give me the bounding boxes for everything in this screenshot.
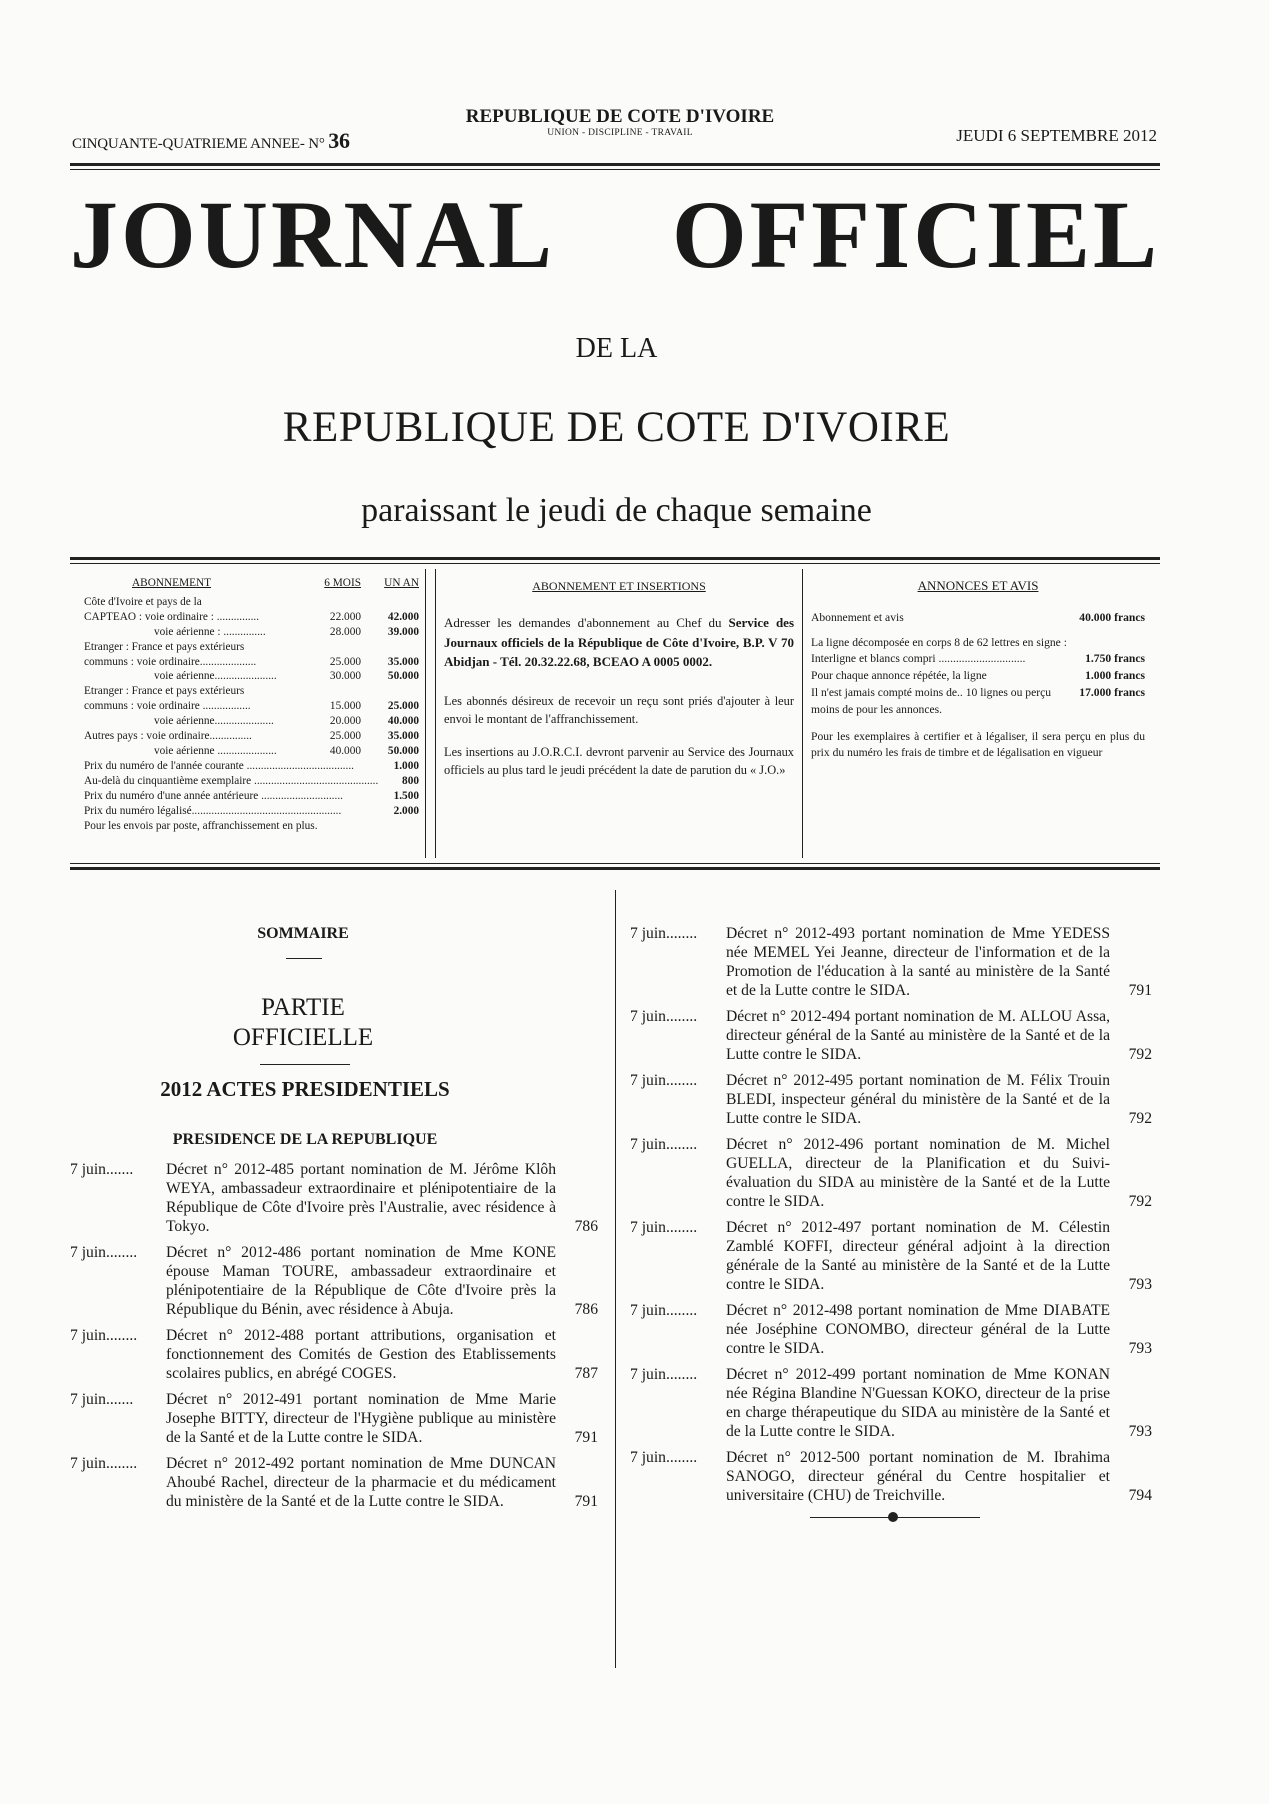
toc-entry-text: Décret n° 2012-492 portant nomination de Mme DUNCAN Ahoubé Rachel, directeur de la pharmacie et du médicament du ministère de la Santé et de la Lutte contre le SIDA. bbox=[166, 1454, 556, 1510]
toc-entry bbox=[630, 1301, 1152, 1358]
annonces-l3-label: Pour chaque annonce répétée, la ligne bbox=[811, 669, 987, 683]
sommaire-heading: SOMMAIRE bbox=[257, 925, 349, 942]
toc-entry bbox=[630, 924, 1152, 1000]
subscription-row-6mois: 30.000 bbox=[329, 670, 361, 683]
subscription-row bbox=[84, 640, 419, 655]
column-divider bbox=[615, 890, 616, 1668]
subscription-box bbox=[76, 569, 426, 858]
toc-entry-text: Décret n° 2012-493 portant nomination de Mme YEDESS née MEMEL Yei Jeanne, directeur de l'information et de la Promotion de l'éducation à la santé au ministère de la Santé et de la Lutte contre le SIDA. bbox=[726, 925, 1110, 1000]
partie-officielle-heading: PARTIE OFFICIELLE bbox=[232, 993, 374, 1052]
subtitle-de-la: DE LA bbox=[575, 333, 658, 364]
annonces-l3-value: 1.000 francs bbox=[1085, 669, 1145, 683]
toc-entry-date: 7 juin........ bbox=[630, 1449, 698, 1467]
subtitle-republique: REPUBLIQUE DE COTE D'IVOIRE bbox=[282, 404, 951, 451]
subscription-row-label: Au-delà du cinquantième exemplaire ............................................ bbox=[84, 774, 379, 787]
annonces-box bbox=[805, 569, 1151, 858]
subscription-row bbox=[84, 774, 419, 789]
toc-entry-page: 792 bbox=[1128, 1046, 1152, 1064]
subscription-row-unan: 800 bbox=[402, 774, 419, 787]
subscription-row bbox=[84, 819, 419, 834]
inserts-p1 bbox=[444, 613, 794, 672]
annonces-l4-text: Il n'est jamais compté moins de.. 10 lignes ou perçu moins de pour les annonces. bbox=[811, 686, 1052, 716]
toc-left-column bbox=[70, 924, 598, 1518]
subscription-row-unan: 50.000 bbox=[387, 744, 419, 757]
subscription-row-6mois bbox=[354, 759, 389, 774]
toc-entry-page: 794 bbox=[1128, 1487, 1152, 1505]
subscription-row bbox=[84, 669, 419, 684]
subscription-row-6mois bbox=[295, 640, 361, 655]
subscription-row-6mois: 20.000 bbox=[329, 715, 361, 728]
toc-entry-text: Décret n° 2012-494 portant nomination de M. ALLOU Assa, directeur général de la Santé au ministère de la Santé et de la Lutte contre le SIDA. bbox=[726, 1008, 1110, 1064]
subscription-row-6mois: 25.000 bbox=[329, 730, 361, 743]
toc-entry-date: 7 juin....... bbox=[70, 1390, 134, 1408]
subscription-row-unan: 50.000 bbox=[387, 670, 419, 683]
issue-number: 36 bbox=[328, 128, 350, 153]
subscription-row-label: communs : voie ordinaire ................. bbox=[84, 700, 251, 713]
subscription-row-label: voie aérienne : ............... bbox=[154, 625, 266, 638]
toc-entry-text: Décret n° 2012-499 portant nomination de Mme KONAN née Régina Blandine N'Guessan KOKO, directeur de la prise en charge thérapeutique du SIDA au ministère de la Santé et de la Lutte contre le SIDA. bbox=[726, 1366, 1110, 1441]
subscription-row-unan: 42.000 bbox=[387, 610, 419, 623]
toc-entry bbox=[630, 1071, 1152, 1128]
subscription-row-6mois bbox=[343, 789, 383, 804]
issue-info bbox=[72, 128, 350, 154]
subscription-row-unan bbox=[361, 595, 419, 610]
inserts-p3: Les insertions au J.O.R.C.I. devront parvenir au Service des Journaux officiels au plus tard le jeudi précédent la date de parution du « J.O.» bbox=[444, 744, 794, 778]
subscription-row-label: Prix du numéro légalisé..................................................... bbox=[84, 804, 342, 817]
inserts-p1-bold: Service des Journaux officiels de la République de Côte d'Ivoire, B.P. V 70 Abidjan - Tél. 20.32.22.68, BCEAO A 0005 0002. bbox=[444, 615, 795, 669]
toc-entry-page: 793 bbox=[1128, 1340, 1152, 1358]
subscription-row-6mois: 28.000 bbox=[329, 625, 361, 638]
toc-entry bbox=[630, 1007, 1152, 1064]
info-top-rule-thick bbox=[70, 557, 1160, 560]
toc-entry-page: 791 bbox=[1128, 982, 1152, 1000]
subscription-row bbox=[84, 595, 419, 610]
partie-rule bbox=[260, 1064, 350, 1065]
toc-entry-page: 792 bbox=[1128, 1193, 1152, 1211]
subscription-row-unan: 1.000 bbox=[393, 759, 419, 772]
annonces-head: ANNONCES ET AVIS bbox=[917, 578, 1039, 593]
header-motto: UNION - DISCIPLINE - TRAVAIL bbox=[547, 128, 693, 138]
title-word-officiel: OFFICIEL bbox=[671, 181, 1160, 288]
subscription-row-6mois: 22.000 bbox=[329, 610, 361, 623]
subscription-row-unan bbox=[372, 819, 419, 834]
toc-entry-text: Décret n° 2012-497 portant nomination de M. Célestin Zamblé KOFFI, directeur général adjoint à la direction générale de la Santé au ministère de la Santé et de la Lutte contre le SIDA. bbox=[726, 1219, 1110, 1294]
subscription-row-6mois: 15.000 bbox=[329, 700, 361, 713]
subscription-col-6mois: 6 MOIS bbox=[324, 577, 361, 589]
subscription-row bbox=[84, 759, 419, 774]
toc-entry bbox=[70, 1243, 598, 1319]
toc-entry-page: 793 bbox=[1128, 1276, 1152, 1294]
subscription-rows bbox=[84, 595, 419, 834]
subscription-row-unan: 2.000 bbox=[393, 804, 419, 817]
toc-entry bbox=[70, 1160, 598, 1236]
subscription-row bbox=[84, 744, 419, 759]
toc-entry-date: 7 juin........ bbox=[630, 1366, 698, 1384]
toc-entry-text: Décret n° 2012-485 portant nomination de M. Jérôme Klôh WEYA, ambassadeur extraordinaire et plénipotentiaire de la République de Côte d'Ivoire près l'Australie, avec résidence à Tokyo. bbox=[166, 1160, 556, 1235]
subscription-row-label: Prix du numéro de l'année courante ...................................... bbox=[84, 759, 354, 772]
annonces-l4-value: 17.000 francs bbox=[1079, 686, 1145, 700]
toc-entry-date: 7 juin........ bbox=[70, 1243, 138, 1261]
toc-entry bbox=[630, 1218, 1152, 1294]
subscription-row bbox=[84, 684, 419, 699]
info-bottom-rule-thick bbox=[70, 867, 1160, 870]
toc-entry-text: Décret n° 2012-491 portant nomination de Mme Marie Josephe BITTY, directeur de l'Hygiène publique au ministère de la Santé et de la Lutte contre le SIDA. bbox=[166, 1390, 556, 1446]
toc-left-entries bbox=[70, 1160, 598, 1511]
subscription-head: ABONNEMENT bbox=[132, 577, 212, 589]
toc-entry bbox=[70, 1326, 598, 1383]
header-rule-thick bbox=[70, 163, 1160, 166]
title-word-journal: JOURNAL bbox=[70, 181, 556, 288]
subscription-row-label: Pour les envois par poste, affranchissement en plus. bbox=[84, 819, 318, 832]
journal-title bbox=[70, 181, 1160, 288]
subscription-row-6mois bbox=[318, 819, 372, 834]
subscription-row-unan: 1.500 bbox=[393, 789, 419, 802]
toc-entry-text: Décret n° 2012-495 portant nomination de M. Félix Trouin BLEDI, inspecteur général du ministère de la Santé et de la Lutte contre le SIDA. bbox=[726, 1072, 1110, 1128]
header-rule-thin bbox=[70, 169, 1160, 170]
subscription-row bbox=[84, 625, 419, 640]
end-ornament-dot bbox=[888, 1512, 898, 1522]
subscription-row-label: CAPTEAO : voie ordinaire : ............... bbox=[84, 610, 260, 623]
annonces-note: Pour les exemplaires à certifier et à légaliser, il sera perçu en plus du prix du numéro les frais de timbre et de légalisation en vigueur bbox=[811, 729, 1145, 760]
issue-date: JEUDI 6 SEPTEMBRE 2012 bbox=[956, 126, 1157, 145]
toc-entry-text: Décret n° 2012-486 portant nomination de Mme KONE épouse Maman TOURE, ambassadeur extraordinaire et plénipotentiaire de la République de Côte d'Ivoire près la République du Bénin, avec résidence à Abuja. bbox=[166, 1243, 556, 1318]
subscription-row-6mois bbox=[295, 684, 361, 699]
toc-entry-text: Décret n° 2012-498 portant nomination de Mme DIABATE née Joséphine CONOMBO, directeur général de la Lutte contre le SIDA. bbox=[726, 1302, 1110, 1358]
toc-entry-date: 7 juin........ bbox=[70, 1454, 138, 1472]
toc-entry-date: 7 juin........ bbox=[630, 1008, 698, 1026]
toc-entry-date: 7 juin........ bbox=[630, 1072, 698, 1090]
sommaire-dash bbox=[286, 958, 322, 959]
subscription-row-6mois bbox=[295, 595, 361, 610]
subscription-row-unan: 35.000 bbox=[387, 730, 419, 743]
inserts-head: ABONNEMENT ET INSERTIONS bbox=[532, 579, 706, 593]
subscription-row-6mois bbox=[341, 804, 382, 819]
toc-entry bbox=[630, 1448, 1152, 1505]
annonces-l2-text: La ligne décomposée en corps 8 de 62 lettres en signe : Interligne et blancs compri .............................. bbox=[811, 635, 1067, 666]
header-republic-block bbox=[420, 106, 820, 138]
subscription-row bbox=[84, 729, 419, 744]
actes-heading: 2012 ACTES PRESIDENTIELS bbox=[160, 1076, 450, 1101]
toc-entry-page: 792 bbox=[1128, 1110, 1152, 1128]
toc-entry bbox=[70, 1454, 598, 1511]
toc-entry-text: Décret n° 2012-500 portant nomination de M. Ibrahima SANOGO, directeur général du Centre hospitalier et universitaire (CHU) de Treichville. bbox=[726, 1449, 1110, 1505]
toc-entry-text: Décret n° 2012-496 portant nomination de M. Michel GUELLA, directeur de la Planification et du Suivi-évaluation du SIDA au ministère de la Santé et de la Lutte contre le SIDA. bbox=[726, 1136, 1110, 1211]
subscription-row-label: Prix du numéro d'une année antérieure ............................. bbox=[84, 789, 343, 802]
toc-entry-page: 791 bbox=[574, 1428, 598, 1446]
subscription-row-label: Etranger : France et pays extérieurs bbox=[84, 640, 245, 653]
header-republic: REPUBLIQUE DE COTE D'IVOIRE bbox=[465, 106, 775, 127]
toc-entry-page: 786 bbox=[574, 1217, 598, 1235]
subscription-row-label: communs : voie ordinaire.................... bbox=[84, 655, 257, 668]
subscription-row-label: Côte d'Ivoire et pays de la bbox=[84, 595, 202, 608]
subscription-row-label: voie aérienne...................... bbox=[154, 670, 277, 683]
info-top-rule-thin bbox=[70, 563, 1160, 564]
tagline: paraissant le jeudi de chaque semaine bbox=[361, 492, 872, 529]
toc-right-column bbox=[630, 924, 1152, 1518]
issue-prefix: CINQUANTE-QUATRIEME ANNEE- N° bbox=[72, 136, 325, 152]
annonces-l2-value: 1.750 francs bbox=[1085, 652, 1145, 666]
toc-entry-page: 787 bbox=[574, 1364, 598, 1382]
toc-right-entries bbox=[630, 924, 1152, 1505]
toc-entry-date: 7 juin........ bbox=[630, 1219, 698, 1237]
subscription-row bbox=[84, 789, 419, 804]
subscription-row-unan: 39.000 bbox=[387, 625, 419, 638]
toc-entry bbox=[630, 1365, 1152, 1441]
annonces-l1-label: Abonnement et avis bbox=[811, 610, 904, 624]
subscription-row-6mois: 40.000 bbox=[329, 744, 361, 757]
subscription-row bbox=[84, 699, 419, 714]
subscription-row bbox=[84, 714, 419, 729]
end-ornament bbox=[810, 1517, 980, 1518]
inserts-box bbox=[435, 569, 803, 858]
subscription-row-unan bbox=[361, 684, 419, 699]
subscription-row-6mois: 25.000 bbox=[329, 655, 361, 668]
toc-entry-page: 791 bbox=[574, 1492, 598, 1510]
toc-entry bbox=[630, 1135, 1152, 1211]
subscription-row-label: Etranger : France et pays extérieurs bbox=[84, 685, 245, 698]
toc-entry-date: 7 juin....... bbox=[70, 1160, 134, 1178]
toc-entry-date: 7 juin........ bbox=[630, 925, 698, 942]
subscription-row-unan: 35.000 bbox=[387, 655, 419, 668]
subscription-row bbox=[84, 655, 419, 670]
toc-entry-page: 786 bbox=[574, 1300, 598, 1318]
toc-entry-date: 7 juin........ bbox=[630, 1302, 698, 1320]
toc-entry-page: 793 bbox=[1128, 1423, 1152, 1441]
inserts-p1-plain: Adresser les demandes d'abonnement au Chef du bbox=[444, 615, 722, 630]
subscription-row-label: voie aérienne..................... bbox=[154, 715, 274, 728]
subscription-row-unan bbox=[361, 640, 419, 655]
toc-entry bbox=[70, 1390, 598, 1447]
presidence-heading: PRESIDENCE DE LA REPUBLIQUE bbox=[172, 1131, 438, 1149]
toc-entry-date: 7 juin........ bbox=[70, 1326, 138, 1344]
annonces-l1-value: 40.000 francs bbox=[1079, 610, 1145, 624]
inserts-p2: Les abonnés désireux de recevoir un reçu sont priés d'ajouter à leur envoi le montant de l'affranchissement. bbox=[444, 693, 794, 727]
toc-entry-text: Décret n° 2012-488 portant attributions, organisation et fonctionnement des Comités de Gestion des Etablissements scolaires publics, en abrégé COGES. bbox=[166, 1326, 556, 1382]
subscription-row-unan: 40.000 bbox=[387, 715, 419, 728]
subscription-row-label: Autres pays : voie ordinaire............... bbox=[84, 730, 252, 743]
toc-entry-date: 7 juin........ bbox=[630, 1136, 698, 1154]
subscription-row bbox=[84, 610, 419, 625]
subscription-col-unan: UN AN bbox=[384, 577, 419, 589]
subscription-row-6mois bbox=[378, 774, 400, 789]
subscription-row bbox=[84, 804, 419, 819]
subscription-row-unan: 25.000 bbox=[387, 700, 419, 713]
info-bottom-rule-thin bbox=[70, 863, 1160, 864]
subscription-row-label: voie aérienne ..................... bbox=[154, 744, 277, 757]
